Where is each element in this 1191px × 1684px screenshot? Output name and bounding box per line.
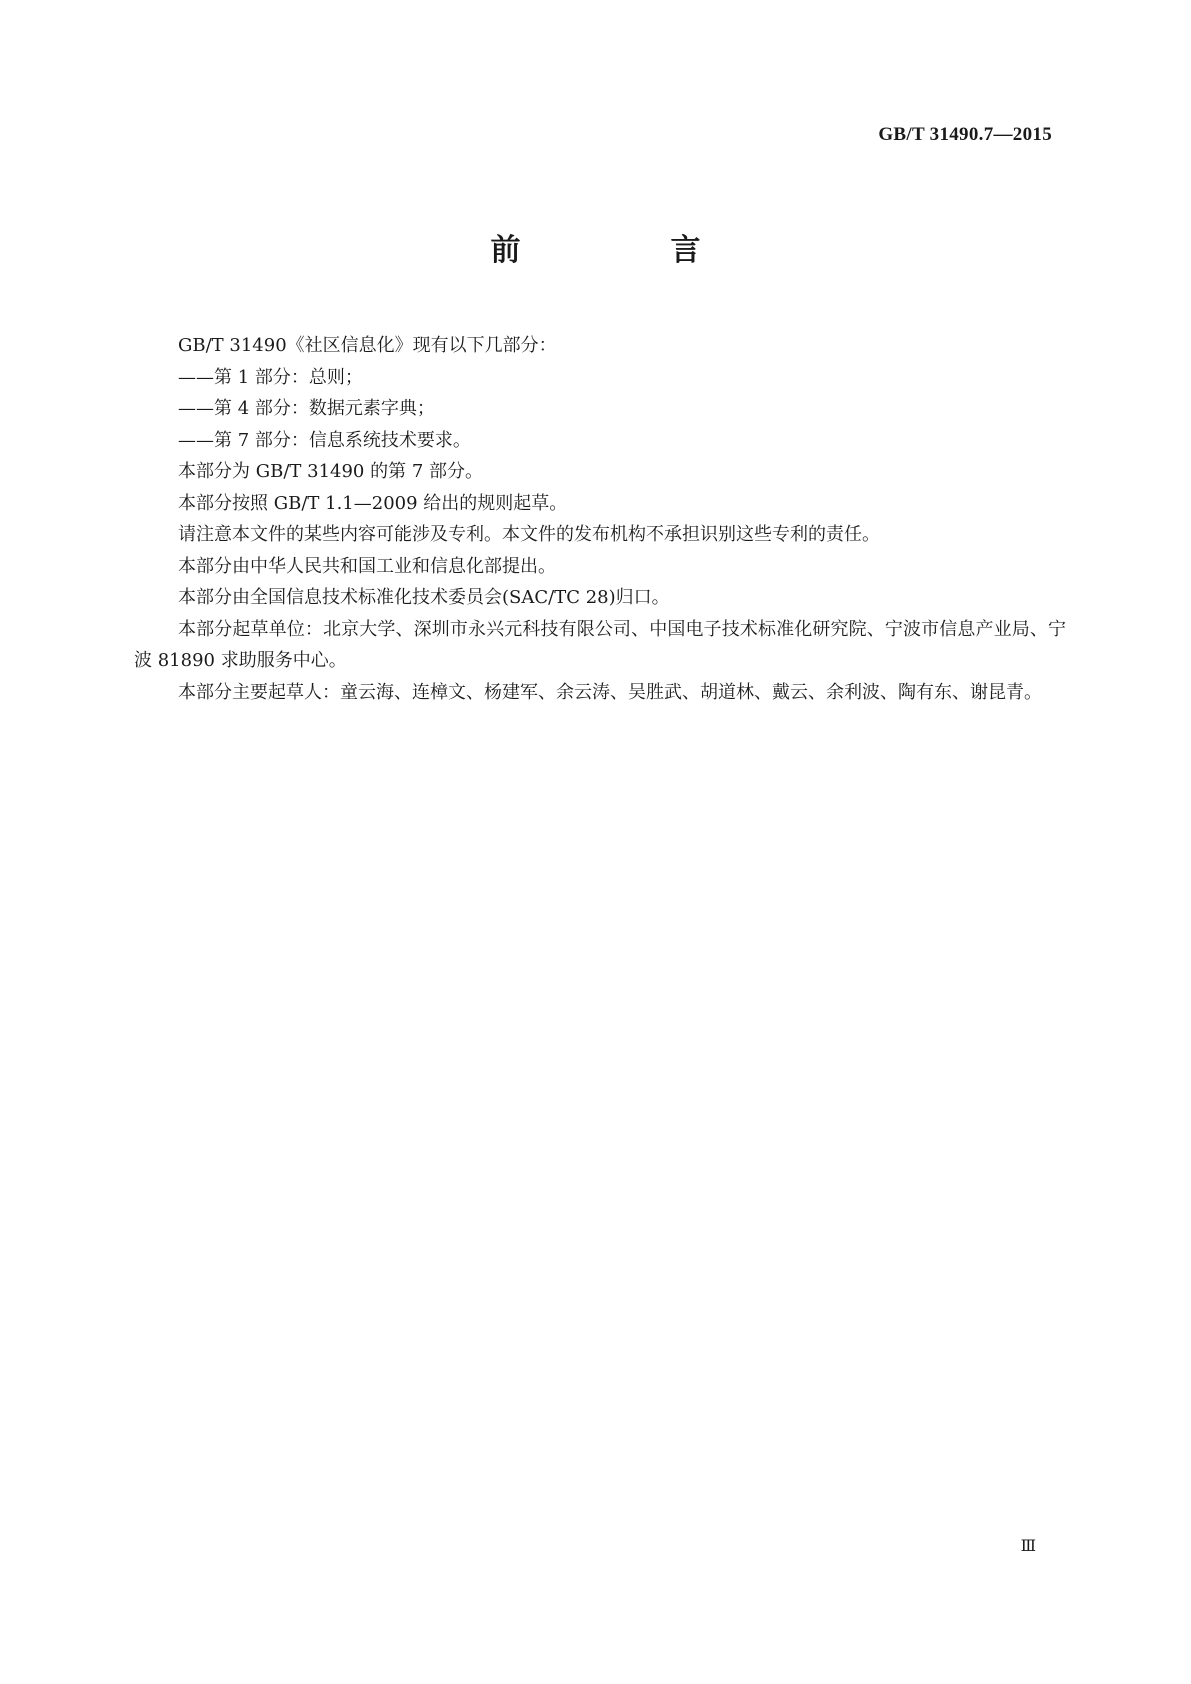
- part-list-item: ——第 4 部分：数据元素字典；: [178, 398, 435, 419]
- drafting-rules-paragraph: 本部分按照 GB/T 1.1—2009 给出的规则起草。: [178, 492, 568, 514]
- page-number: Ⅲ: [1020, 1538, 1036, 1555]
- part-list-item: ——第 1 部分：总则；: [178, 366, 363, 388]
- drafting-units-paragraph: 本部分起草单位：北京大学、深圳市永兴元科技有限公司、中国电子技术标准化研究院、宁波市信息产业局、宁波 81890 求助服务中心。: [134, 618, 1066, 671]
- patent-notice-paragraph: 请注意本文件的某些内容可能涉及专利。本文件的发布机构不承担识别这些专利的责任。: [178, 524, 880, 545]
- standard-code: GB/T 31490.7—2015: [878, 124, 1052, 145]
- administrator-paragraph: 本部分由全国信息技术标准化技术委员会(SAC/TC 28)归口。: [178, 587, 670, 608]
- drafters-paragraph: 本部分主要起草人：童云海、连樟文、杨建军、余云涛、吴胜武、胡道林、戴云、余利波、陶有东、谢昆青。: [178, 681, 1042, 703]
- page-title: 前 言: [490, 233, 761, 268]
- proposer-paragraph: 本部分由中华人民共和国工业和信息化部提出。: [178, 555, 556, 577]
- part-list-item: ——第 7 部分：信息系统技术要求。: [178, 429, 471, 451]
- intro-paragraph: GB/T 31490《社区信息化》现有以下几部分：: [178, 335, 557, 356]
- preface-body: [134, 330, 1066, 708]
- part-statement-paragraph: 本部分为 GB/T 31490 的第 7 部分。: [178, 461, 483, 482]
